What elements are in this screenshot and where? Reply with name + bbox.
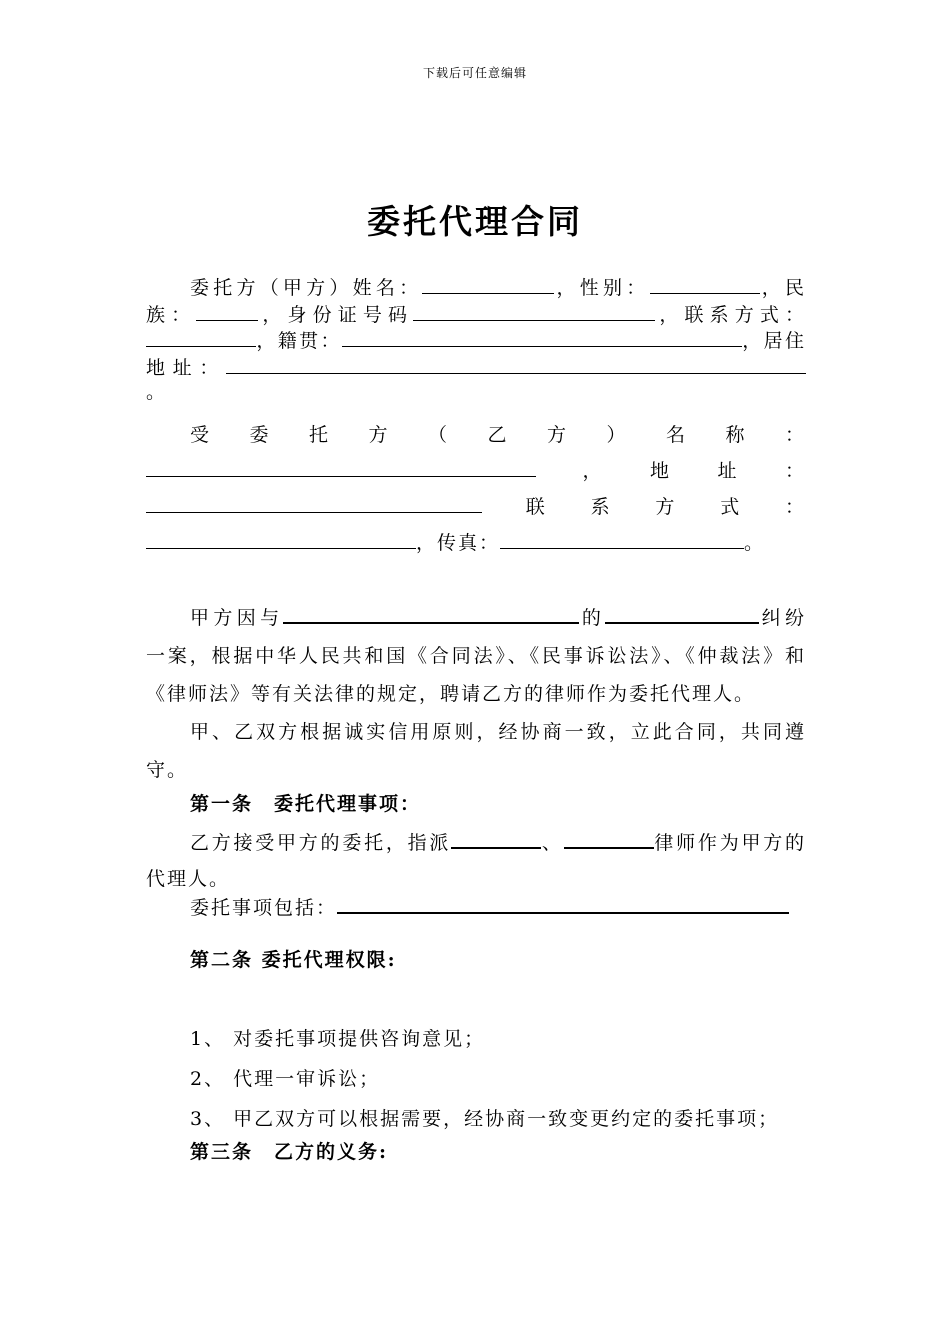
intro-start: 甲方因与 bbox=[190, 606, 284, 629]
lawyer2-blank[interactable] bbox=[564, 828, 654, 849]
id-number-label: ，身份证号码 bbox=[258, 303, 414, 326]
lawyer1-blank[interactable] bbox=[451, 828, 541, 849]
article2-items bbox=[146, 1019, 806, 1139]
party-b-contact-label: 联系方式： bbox=[482, 495, 806, 518]
intro-rest: 纠纷一案，根据中华人民共和国《合同法》、《民事诉讼法》、《仲裁法》和《律师法》等有关法律的规定，聘请乙方的律师作为委托代理人。 bbox=[146, 606, 806, 705]
party-b-address-blank[interactable] bbox=[146, 493, 482, 513]
party-a-contact-blank[interactable] bbox=[146, 327, 256, 347]
hometown-label: ，籍贯： bbox=[256, 330, 342, 352]
page-title: 委托代理合同 bbox=[367, 202, 583, 241]
agreement-paragraph: 甲、乙双方根据诚实信用原则，经协商一致，立此合同，共同遵守。 bbox=[146, 720, 806, 781]
matters-line bbox=[146, 893, 806, 923]
article3-heading: 第三条 乙方的义务: bbox=[190, 1140, 389, 1163]
gender-blank[interactable] bbox=[650, 274, 760, 294]
matters-label: 委托事项包括： bbox=[190, 896, 338, 919]
intro-paragraph bbox=[146, 599, 806, 713]
party-a-name-blank[interactable] bbox=[422, 274, 554, 294]
list-item: 1、 对委托事项提供咨询意见； bbox=[190, 1027, 486, 1050]
party-b-name-blank[interactable] bbox=[146, 457, 536, 477]
list-item: 3、 甲乙双方可以根据需要，经协商一致变更约定的委托事项； bbox=[190, 1107, 780, 1130]
article1-separator: 、 bbox=[541, 831, 564, 854]
party-b-contact-blank[interactable] bbox=[146, 529, 416, 549]
party-b-address-label: ，地址： bbox=[536, 459, 806, 482]
article1-paragraph bbox=[146, 825, 806, 897]
ethnicity-blank[interactable] bbox=[196, 301, 258, 321]
article1-heading: 第一条 委托代理事项： bbox=[190, 792, 422, 815]
gender-label: ，性别： bbox=[554, 277, 650, 299]
hometown-blank[interactable] bbox=[342, 327, 742, 347]
dispute-party-blank[interactable] bbox=[283, 603, 579, 624]
party-a-paragraph bbox=[146, 274, 806, 405]
party-a-name-label: 委托方（甲方）姓名： bbox=[190, 277, 423, 299]
residence-label: ，居住地址： bbox=[146, 330, 806, 379]
contract-body bbox=[146, 274, 806, 1167]
party-a-contact-label: ，联系方式： bbox=[655, 303, 806, 326]
id-number-blank[interactable] bbox=[413, 301, 655, 321]
party-b-end: 。 bbox=[744, 531, 766, 554]
dispute-type-blank[interactable] bbox=[605, 603, 759, 624]
residence-blank[interactable] bbox=[226, 354, 806, 374]
header-note: 下载后可任意编辑 bbox=[422, 66, 527, 80]
article1-text-end: 律师作为甲方的代理人。 bbox=[146, 831, 806, 890]
article1-text-start: 乙方接受甲方的委托，指派 bbox=[190, 831, 452, 854]
list-item: 2、 代理一审诉讼； bbox=[190, 1067, 381, 1090]
party-b-paragraph bbox=[146, 417, 806, 561]
fax-label: ，传真： bbox=[416, 531, 501, 554]
party-a-end: 。 bbox=[146, 381, 168, 403]
intro-of: 的 bbox=[579, 606, 606, 629]
article2-heading: 第二条 委托代理权限: bbox=[190, 948, 397, 971]
fax-blank[interactable] bbox=[500, 529, 744, 549]
party-b-name-label: 受委托方（乙方）名称： bbox=[190, 423, 806, 446]
matters-blank[interactable] bbox=[337, 893, 789, 914]
ethnicity-label: ，民族： bbox=[146, 277, 806, 326]
